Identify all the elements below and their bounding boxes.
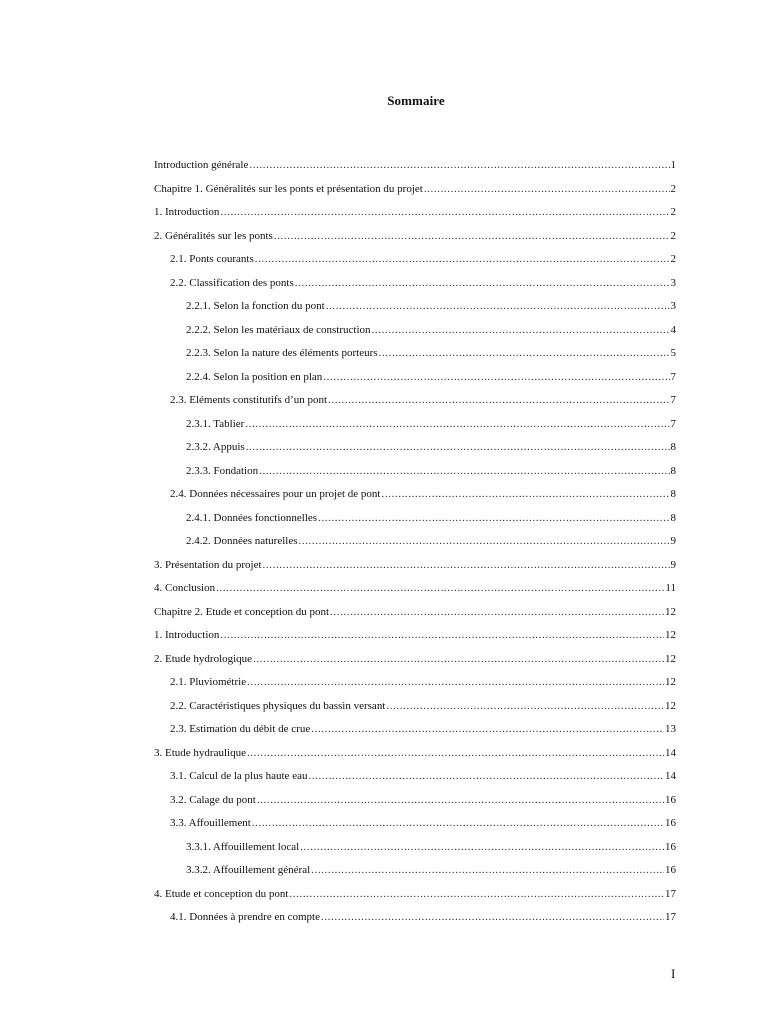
toc-entry[interactable] (154, 485, 676, 509)
toc-entry[interactable] (154, 885, 676, 909)
toc-entry[interactable] (154, 321, 676, 345)
toc-entry-label: 4. Conclusion (154, 582, 216, 594)
toc-dot-leader (308, 767, 664, 785)
toc-entry[interactable] (154, 203, 676, 227)
toc-entry-page: 12 (665, 676, 676, 688)
toc-entry[interactable] (154, 250, 676, 274)
toc-entry[interactable] (154, 344, 676, 368)
toc-entry-page: 3 (670, 300, 676, 312)
toc-entry-label: Chapitre 2. Etude et conception du pont (154, 605, 330, 618)
toc-dot-leader (311, 861, 664, 879)
toc-dot-leader (300, 838, 664, 856)
toc-entry-label: 2.3.1. Tablier (186, 417, 245, 430)
toc-dot-leader (323, 368, 669, 386)
toc-dot-leader (245, 415, 669, 433)
toc-dot-leader (220, 203, 669, 221)
toc-entry[interactable] (154, 156, 676, 180)
toc-entry-label: 1. Introduction (154, 629, 220, 641)
toc-entry-label: 4.1. Données à prendre en compte (170, 911, 320, 923)
toc-dot-leader (311, 720, 664, 738)
toc-entry-page: 8 (670, 464, 676, 477)
toc-entry-label: 3.2. Calage du pont (170, 793, 256, 806)
toc-entry-page: 16 (665, 840, 676, 853)
toc-entry[interactable] (154, 532, 676, 556)
toc-entry-page: 8 (670, 511, 676, 524)
toc-entry-page: 2 (670, 253, 676, 265)
toc-entry-page: 14 (665, 746, 676, 759)
toc-dot-leader (321, 908, 664, 926)
toc-entry[interactable] (154, 767, 676, 791)
toc-entry[interactable] (154, 462, 676, 486)
toc-entry[interactable] (154, 791, 676, 815)
toc-dot-leader (299, 532, 670, 550)
page-number: I (671, 966, 676, 981)
toc-entry[interactable] (154, 556, 676, 580)
toc-entry[interactable] (154, 626, 676, 650)
toc-entry-page: 14 (665, 770, 676, 782)
toc-dot-leader (263, 556, 670, 574)
toc-entry-page: 2 (670, 229, 676, 242)
toc-entry-label: 2.4.2. Données naturelles (186, 535, 298, 547)
toc-entry-label: 2.4. Données nécessaires pour un projet de pont (170, 488, 381, 500)
toc-entry[interactable] (154, 579, 676, 603)
toc-entry-label: 3.1. Calcul de la plus haute eau (170, 770, 308, 782)
toc-entry-label: 3.3. Affouillement (170, 817, 251, 829)
toc-dot-leader (216, 579, 664, 597)
toc-dot-leader (295, 274, 670, 292)
toc-entry-page: 17 (665, 911, 676, 923)
toc-dot-leader (247, 673, 664, 691)
toc-entry[interactable] (154, 368, 676, 392)
toc-entry[interactable] (154, 274, 676, 298)
toc-dot-leader (330, 603, 664, 621)
toc-dot-leader (246, 438, 670, 456)
toc-entry-page: 12 (665, 605, 676, 618)
toc-entry-label: 2.2.2. Selon les matériaux de construction (186, 323, 371, 336)
toc-entry-page: 12 (665, 699, 676, 712)
toc-entry-label: Introduction générale (154, 159, 249, 171)
toc-dot-leader (257, 791, 664, 809)
toc-entry[interactable] (154, 908, 676, 932)
toc-dot-leader (386, 697, 664, 715)
toc-entry-page: 11 (665, 582, 676, 594)
toc-entry-label: 3. Présentation du projet (154, 558, 262, 571)
toc-entry-page: 3 (670, 276, 676, 289)
toc-entry-label: 2.3. Estimation du débit de crue (170, 723, 311, 735)
toc-entry[interactable] (154, 297, 676, 321)
toc-entry-page: 2 (670, 206, 676, 218)
toc-entry[interactable] (154, 180, 676, 204)
toc-dot-leader (247, 744, 664, 762)
toc-entry[interactable] (154, 744, 676, 768)
toc-entry-label: 3.3.1. Affouillement local (186, 840, 300, 853)
toc-dot-leader (379, 344, 670, 362)
toc-dot-leader (249, 156, 669, 174)
toc-entry-page: 9 (670, 558, 676, 571)
toc-entry-page: 16 (665, 817, 676, 829)
toc-entry-label: 2.1. Ponts courants (170, 253, 254, 265)
toc-entry-page: 12 (665, 652, 676, 665)
page-title: Sommaire (387, 93, 445, 108)
toc-entry-label: Chapitre 1. Généralités sur les ponts et présentation du projet (154, 182, 423, 195)
toc-entry-page: 13 (665, 723, 676, 735)
toc-entry-label: 2.1. Pluviométrie (170, 676, 247, 688)
toc-entry[interactable] (154, 697, 676, 721)
toc-entry-label: 2.2.3. Selon la nature des éléments porteurs (186, 347, 378, 359)
toc-entry-page: 9 (670, 535, 676, 547)
toc-dot-leader (318, 509, 669, 527)
toc-entry-label: 2. Etude hydrologique (154, 652, 253, 665)
toc-entry-label: 2.3. Eléments constitutifs d’un pont (170, 394, 328, 406)
toc-dot-leader (252, 814, 664, 832)
toc-entry-label: 2.2.4. Selon la position en plan (186, 370, 323, 383)
toc-dot-leader (253, 650, 664, 668)
toc-dot-leader (381, 485, 669, 503)
toc-dot-leader (328, 391, 669, 409)
toc-entry-page: 8 (670, 441, 676, 453)
toc-entry-page: 7 (670, 394, 676, 406)
toc-entry-label: 2.3.3. Fondation (186, 464, 259, 477)
toc-entry[interactable] (154, 415, 676, 439)
toc-entry-page: 7 (670, 417, 676, 430)
toc-entry-label: 4. Etude et conception du pont (154, 887, 289, 900)
toc-entry-page: 12 (665, 629, 676, 641)
toc-entry-page: 16 (665, 864, 676, 876)
toc-entry[interactable] (154, 814, 676, 838)
toc-entry[interactable] (154, 673, 676, 697)
toc-entry[interactable] (154, 838, 676, 862)
toc-entry-label: 3. Etude hydraulique (154, 746, 246, 759)
toc-entry-page: 1 (670, 159, 676, 171)
toc-entry-page: 5 (670, 347, 676, 359)
toc-entry[interactable] (154, 438, 676, 462)
toc-entry-page: 2 (670, 182, 676, 195)
toc-dot-leader (372, 321, 670, 339)
toc-entry-label: 2.4.1. Données fonctionnelles (186, 511, 318, 524)
toc-dot-leader (274, 227, 670, 245)
toc-entry[interactable] (154, 227, 676, 251)
toc-entry[interactable] (154, 603, 676, 627)
toc-entry-page: 4 (670, 323, 676, 336)
toc-dot-leader (259, 462, 669, 480)
toc-entry-label: 2.2.1. Selon la fonction du pont (186, 300, 325, 312)
toc-entry[interactable] (154, 391, 676, 415)
toc-entry-label: 2. Généralités sur les ponts (154, 229, 273, 242)
toc-entry[interactable] (154, 720, 676, 744)
toc-entry-label: 1. Introduction (154, 206, 220, 218)
toc-entry-page: 17 (665, 887, 676, 900)
toc-dot-leader (220, 626, 664, 644)
toc-entry[interactable] (154, 509, 676, 533)
toc-entry-label: 2.2. Classification des ponts (170, 276, 294, 289)
toc-dot-leader (424, 180, 670, 198)
toc-dot-leader (289, 885, 664, 903)
toc-entry-page: 8 (670, 488, 676, 500)
toc-entry-label: 2.3.2. Appuis (186, 441, 245, 453)
toc-dot-leader (255, 250, 670, 268)
toc-entry-page: 16 (665, 793, 676, 806)
table-of-contents (154, 156, 676, 932)
toc-entry-label: 3.3.2. Affouillement général (186, 864, 311, 876)
toc-entry-page: 7 (670, 370, 676, 383)
toc-entry[interactable] (154, 861, 676, 885)
toc-dot-leader (326, 297, 670, 315)
toc-entry-label: 2.2. Caractéristiques physiques du bassin versant (170, 699, 386, 712)
toc-entry[interactable] (154, 650, 676, 674)
